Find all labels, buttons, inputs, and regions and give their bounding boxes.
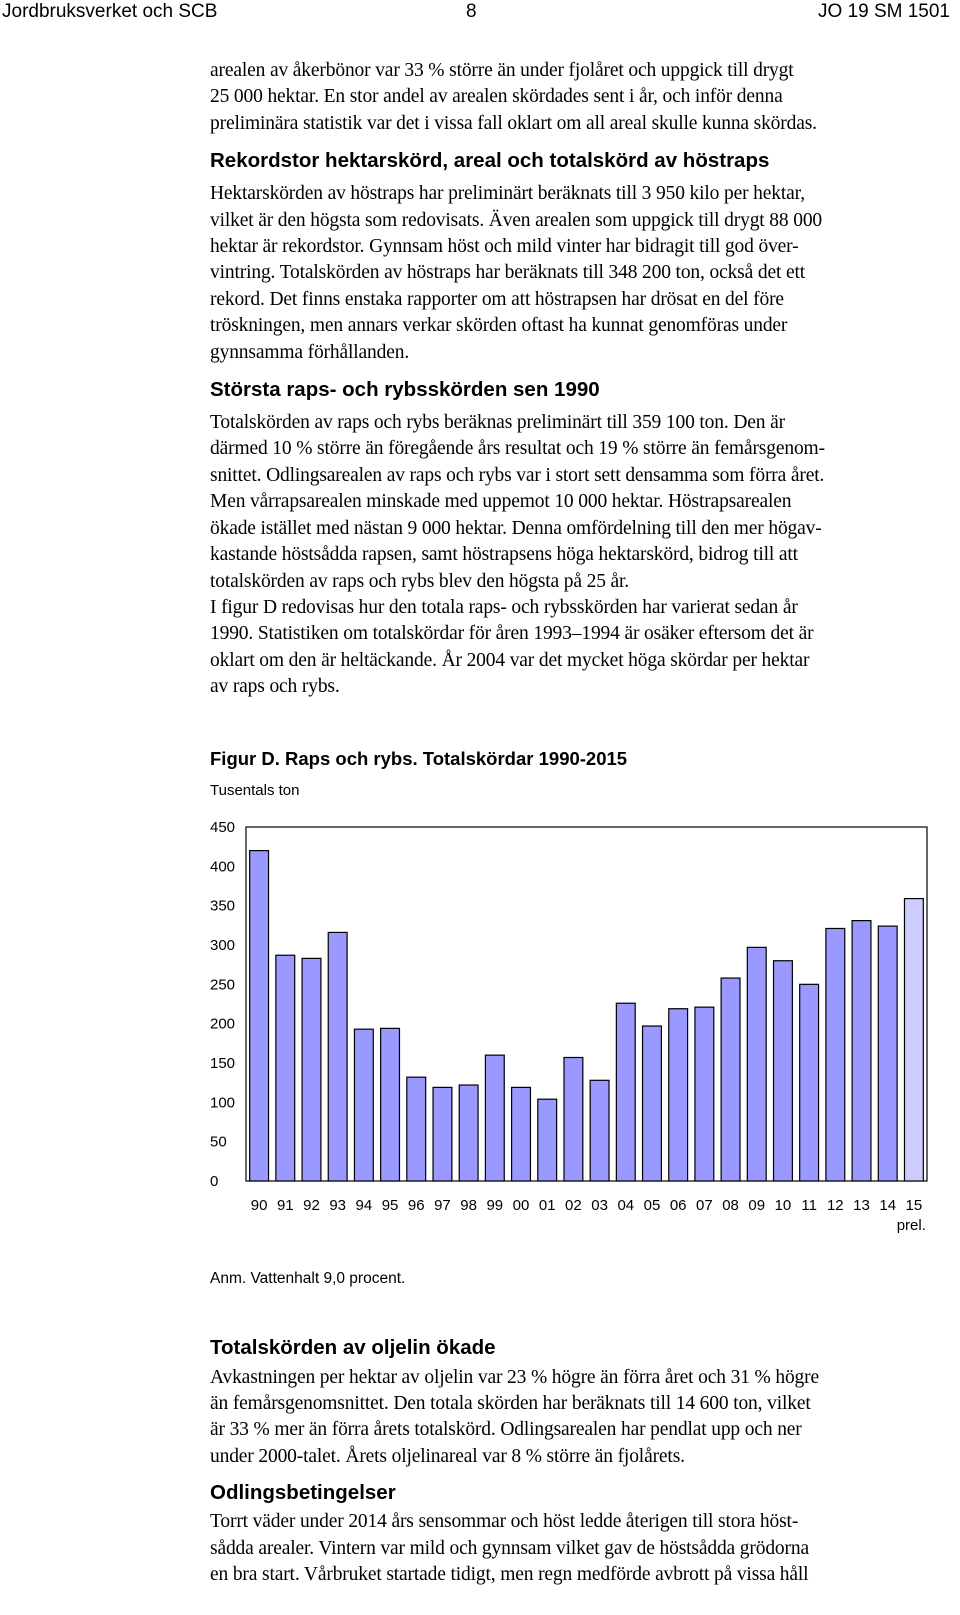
y-tick-label: 350 (210, 897, 236, 915)
bar (590, 1080, 609, 1181)
x-tick-label: 91 (276, 1196, 294, 1214)
x-tick-label: 07 (696, 1196, 713, 1214)
bar (643, 1026, 662, 1181)
page-header (0, 0, 960, 28)
bar (826, 928, 845, 1181)
text-line: oklart om den är heltäckande. År 2004 var det mycket höga skördar per hektar (210, 649, 810, 671)
page-number: 8 (466, 1, 477, 22)
heading-rekord: Rekordstor hektarskörd, areal och totalskörd av höstraps (210, 149, 770, 173)
x-tick-label: 99 (486, 1196, 504, 1214)
x-tick-label: 12 (826, 1196, 844, 1214)
bar (878, 926, 897, 1181)
bar (381, 1028, 400, 1181)
text-line: ökade istället med nästan 9 000 hektar. Denna omfördelning till den mer högav- (210, 517, 822, 539)
text-line: av raps och rybs. (210, 676, 340, 698)
report-id: JO 19 SM 1501 (817, 1, 950, 22)
x-tick-label: 04 (617, 1196, 635, 1214)
x-tick-label: 00 (512, 1196, 530, 1214)
bar (302, 958, 321, 1181)
x-tick-label: 94 (355, 1196, 373, 1214)
bar (485, 1055, 504, 1181)
page-content (210, 58, 960, 1588)
x-tick-label: 13 (853, 1196, 870, 1214)
text-line: 1990. Statistiken om totalskördar för åren 1993–1994 är osäker eftersom det är (210, 623, 814, 645)
x-tick-label: 05 (643, 1196, 661, 1214)
bar-chart (210, 779, 960, 1269)
text-line: I figur D redovisas hur den totala raps- och rybsskörden har varierat sedan år (210, 596, 798, 618)
bar (459, 1085, 478, 1181)
text-line: kastande höstsådda rapsen, samt höstrapsens höga hektarskörd, bidrog till att (210, 544, 798, 566)
text-line: preliminära statistik var det i vissa fall oklart om all areal skulle kunna skördas. (210, 112, 817, 134)
x-tick-label: 15 (905, 1196, 923, 1214)
y-tick-label: 200 (210, 1015, 236, 1033)
text-line: rekord. Det finns enstaka rapporter om att höstrapsen har drösat en del före (210, 288, 784, 310)
x-tick-label: 02 (565, 1196, 582, 1214)
figure-note: Anm. Vattenhalt 9,0 procent. (210, 1269, 406, 1287)
bar (328, 932, 347, 1181)
text-line: sådda arealer. Vintern var mild och gynnsam vilket gav de höstsådda grödorna (210, 1537, 809, 1559)
x-tick-label: 01 (538, 1196, 556, 1214)
bar (276, 955, 295, 1181)
x-tick-sublabel: prel. (896, 1216, 926, 1234)
text-line: är 33 % mer än förra årets totalskörd. Odlingsarealen har pendlat upp och ner (210, 1419, 802, 1441)
y-tick-label: 450 (210, 818, 236, 836)
x-tick-label: 09 (748, 1196, 766, 1214)
x-tick-label: 03 (591, 1196, 608, 1214)
x-tick-label: 96 (407, 1196, 425, 1214)
x-tick-label: 90 (250, 1196, 268, 1214)
storsta-paragraph-1 (210, 410, 960, 595)
text-line: än femårsgenomsnittet. Den totala skörden har beräknats till 14 600 ton, vilket (210, 1392, 811, 1414)
x-tick-label: 97 (434, 1196, 451, 1214)
bar (695, 1007, 714, 1181)
figure-title: Figur D. Raps och rybs. Totalskördar 1990-2015 (210, 747, 628, 769)
storsta-paragraph-2 (210, 595, 960, 701)
y-axis-label: Tusentals ton (210, 781, 300, 799)
heading-storsta: Största raps- och rybsskörden sen 1990 (210, 378, 600, 402)
text-line: tröskningen, men annars verkar skörden oftast ha kunnat genomföras under (210, 315, 788, 337)
bar (669, 1008, 688, 1180)
x-tick-label: 93 (329, 1196, 347, 1214)
x-tick-label: 95 (381, 1196, 399, 1214)
x-tick-label: 06 (669, 1196, 687, 1214)
text-line: vintring. Totalskörden av höstraps har beräknats till 348 200 ton, också det ett (210, 262, 805, 284)
y-tick-label: 0 (210, 1172, 219, 1190)
odling-paragraph (210, 1509, 960, 1588)
bar (433, 1087, 452, 1181)
bar (538, 1099, 557, 1181)
text-line: hektar är rekordstor. Gynnsam höst och mild vinter har bidragit till god över- (210, 236, 799, 258)
plot-frame (246, 827, 927, 1181)
x-tick-label: 92 (303, 1196, 320, 1214)
heading-oljelin: Totalskörden av oljelin ökade (210, 1335, 496, 1359)
x-tick-label: 98 (460, 1196, 477, 1214)
bar (407, 1077, 426, 1181)
bar (721, 978, 740, 1181)
chart-svg (210, 779, 960, 1269)
y-tick-label: 400 (210, 857, 236, 875)
heading-odlingsbetingelser: Odlingsbetingelser (210, 1481, 396, 1505)
text-line: en bra start. Vårbruket startade tidigt, men regn medförde avbrott på vissa håll (210, 1563, 809, 1585)
text-line: Hektarskörden av höstraps har preliminärt beräknats till 3 950 kilo per hektar, (210, 183, 805, 205)
y-tick-label: 100 (210, 1093, 236, 1111)
text-line: Avkastningen per hektar av oljelin var 23 % högre än förra året och 31 % högre (210, 1366, 819, 1388)
text-line: under 2000-talet. Årets oljelinareal var 8 % större än fjolårets. (210, 1445, 685, 1467)
y-tick-label: 50 (210, 1133, 227, 1151)
bar (774, 960, 793, 1180)
bar (747, 947, 766, 1181)
oljelin-paragraph (210, 1365, 960, 1471)
bar (564, 1057, 583, 1181)
x-tick-label: 08 (722, 1196, 739, 1214)
text-line: gynnsamma förhållanden. (210, 341, 410, 363)
x-tick-label: 14 (879, 1196, 897, 1214)
rekord-paragraph (210, 181, 960, 366)
y-tick-label: 150 (210, 1054, 236, 1072)
text-line: 25 000 hektar. En stor andel av arealen skördades sent i år, och inför denna (210, 86, 783, 108)
text-line: arealen av åkerbönor var 33 % större än under fjolåret och uppgick till drygt (210, 60, 794, 81)
y-tick-label: 250 (210, 975, 236, 993)
header-publisher: Jordbruksverket och SCB (2, 1, 218, 22)
text-line: snittet. Odlingsarealen av raps och rybs var i stort sett densamma som förra året. (210, 464, 825, 486)
text-line: Men vårrapsarealen minskade med uppemot 10 000 hektar. Höstrapsarealen (210, 491, 792, 513)
x-tick-label: 10 (774, 1196, 792, 1214)
intro-paragraph (210, 58, 960, 137)
y-tick-label: 300 (210, 936, 236, 954)
x-tick-label: 11 (801, 1196, 817, 1214)
bar (512, 1087, 531, 1181)
bar (904, 898, 923, 1180)
bar (852, 920, 871, 1180)
bar (616, 1003, 635, 1181)
text-line: vilket är den högsta som redovisats. Även arealen som uppgick till drygt 88 000 (210, 209, 823, 231)
text-line: Totalskörden av raps och rybs beräknas preliminärt till 359 100 ton. Den är (210, 412, 785, 434)
text-line: Torrt väder under 2014 års sensommar och höst ledde återigen till stora höst- (210, 1511, 799, 1533)
bar (800, 984, 819, 1181)
bar (354, 1029, 373, 1181)
bar (250, 850, 269, 1180)
text-line: totalskörden av raps och rybs blev den högsta på 25 år. (210, 570, 630, 592)
text-line: därmed 10 % större än föregående års resultat och 19 % större än femårsgenom- (210, 438, 825, 460)
